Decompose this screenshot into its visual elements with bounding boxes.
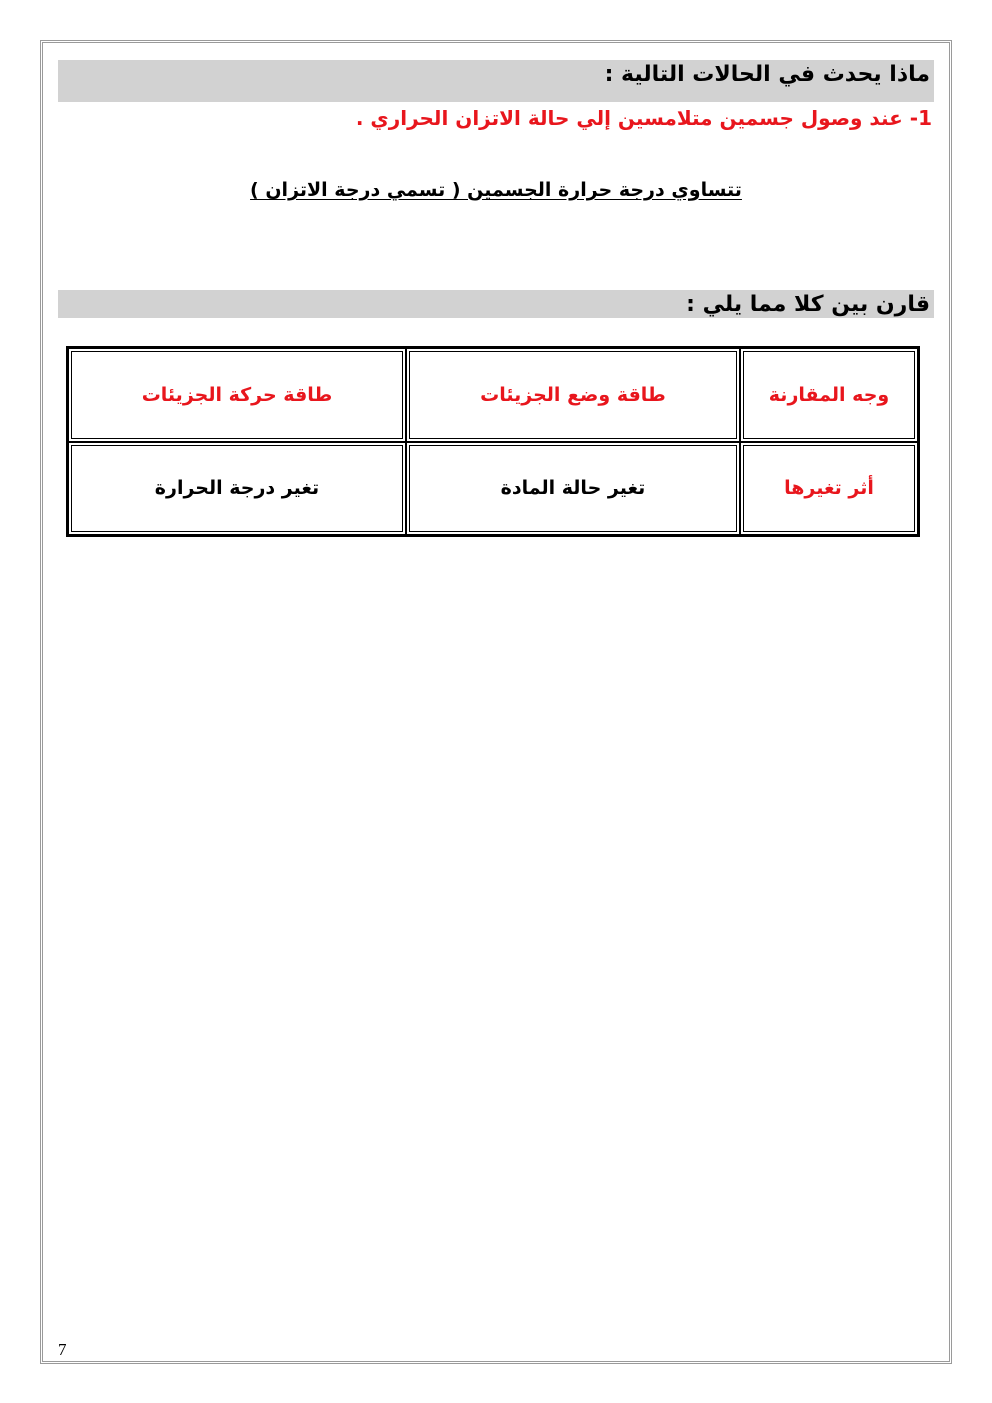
answer-1-text: تتساوي درجة حرارة الجسمين ( تسمي درجة الاتزان ) (250, 179, 742, 201)
page-border (40, 40, 952, 1364)
page-number: 7 (58, 1340, 67, 1359)
answer-1 (0, 176, 992, 204)
header-kinetic-energy: طاقة حركة الجزيئات (68, 348, 406, 442)
comparison-table (66, 346, 920, 537)
cell-potential-effect: تغير حالة المادة (406, 442, 740, 536)
section-title-what-happens: ماذا يحدث في الحالات التالية : (58, 60, 934, 102)
row-label-effect: أثر تغيرها (740, 442, 918, 536)
cell-kinetic-effect: تغير درجة الحرارة (68, 442, 406, 536)
header-potential-energy: طاقة وضع الجزيئات (406, 348, 740, 442)
table-row (68, 442, 918, 536)
section-title-compare: قارن بين كلا مما يلي : (58, 290, 934, 318)
table-header-row (68, 348, 918, 442)
question-1: 1- عند وصول جسمين متلامسين إلي حالة الاتزان الحراري . (355, 106, 932, 130)
header-aspect: وجه المقارنة (740, 348, 918, 442)
